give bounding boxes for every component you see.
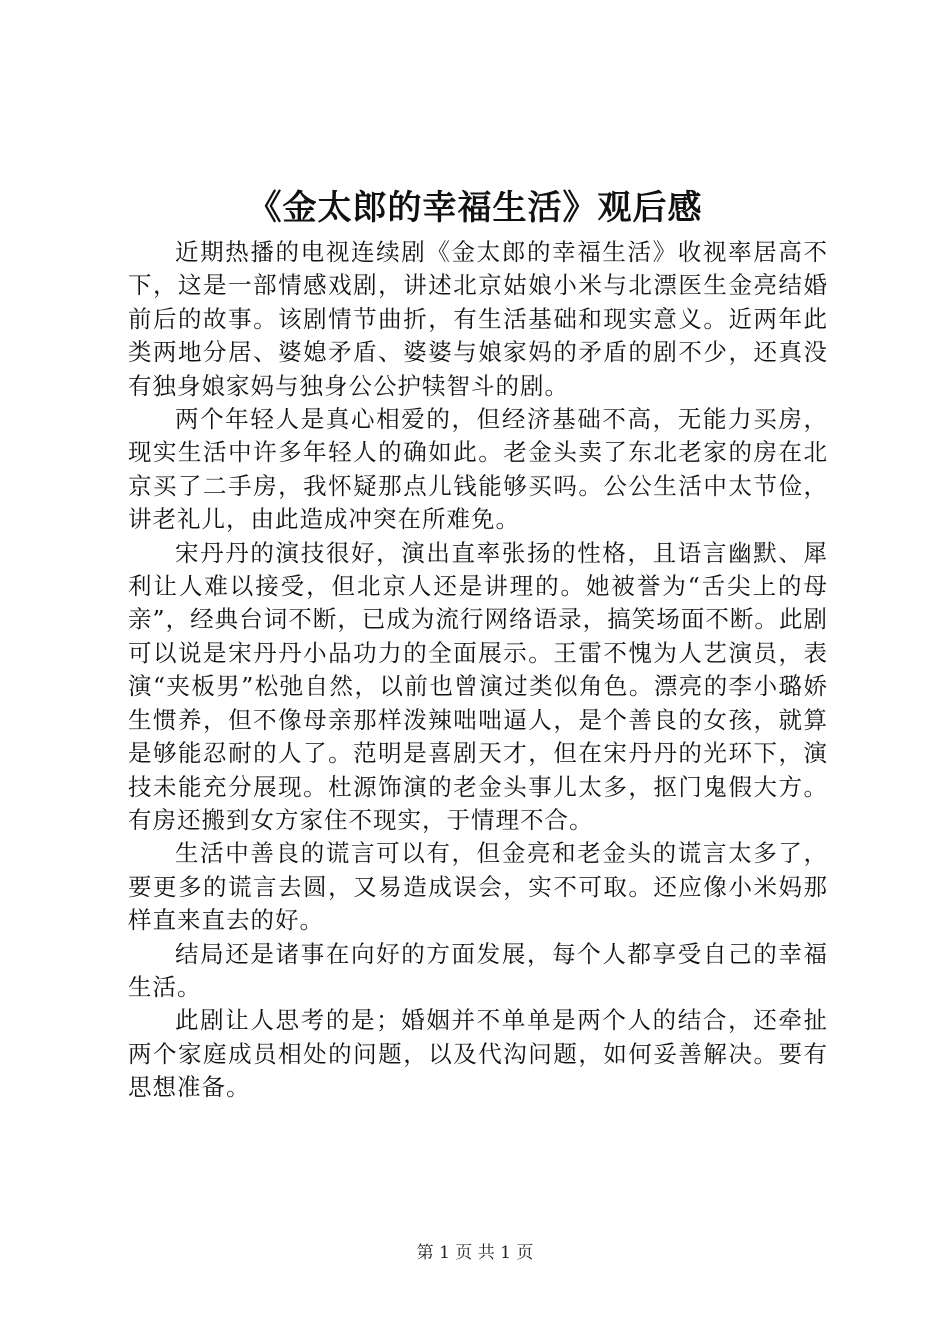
paragraph-6: 此剧让人思考的是；婚姻并不单单是两个人的结合，还牵扯两个家庭成员相处的问题，以及代沟问题，如何妥善解决。要有思想准备。 xyxy=(128,1006,828,1102)
page-number-footer: 第 1 页 共 1 页 xyxy=(416,1243,534,1263)
paragraph-4: 生活中善良的谎言可以有，但金亮和老金头的谎言太多了，要更多的谎言去圆，又易造成误会，实不可取。还应像小米妈那样直来直去的好。 xyxy=(128,839,828,935)
paragraph-5: 结局还是诸事在向好的方面发展，每个人都享受自己的幸福生活。 xyxy=(128,939,828,1001)
document-body xyxy=(128,236,828,1105)
paragraph-1: 近期热播的电视连续剧《金太郎的幸福生活》收视率居高不下，这是一部情感戏剧，讲述北京姑娘小米与北漂医生金亮结婚前后的故事。该剧情节曲折，有生活基础和现实意义。近两年此类两地分居、婆媳矛盾、婆婆与娘家妈的矛盾的剧不少，还真没有独身娘家妈与独身公公护犊智斗的剧。 xyxy=(128,238,828,400)
document-title: 《金太郎的幸福生活》观后感 xyxy=(247,188,703,228)
paragraph-2: 两个年轻人是真心相爱的，但经济基础不高，无能力买房，现实生活中许多年轻人的确如此。老金头卖了东北老家的房在北京买了二手房，我怀疑那点儿钱能够买吗。公公生活中太节俭，讲老礼儿，由此造成冲突在所难免。 xyxy=(128,405,828,534)
paragraph-3: 宋丹丹的演技很好，演出直率张扬的性格，且语言幽默、犀利让人难以接受，但北京人还是讲理的。她被誉为“舌尖上的母亲”，经典台词不断，已成为流行网络语录，搞笑场面不断。此剧可以说是宋丹丹小品功力的全面展示。王雷不愧为人艺演员，表演“夹板男”松弛自然，以前也曾演过类似角色。漂亮的李小璐娇生惯养，但不像母亲那样泼辣咄咄逼人，是个善良的女孩，就算是够能忍耐的人了。范明是喜剧天才，但在宋丹丹的光环下，演技未能充分展现。杜源饰演的老金头事儿太多，抠门鬼假大方。有房还搬到女方家住不现实，于情理不合。 xyxy=(128,538,828,834)
